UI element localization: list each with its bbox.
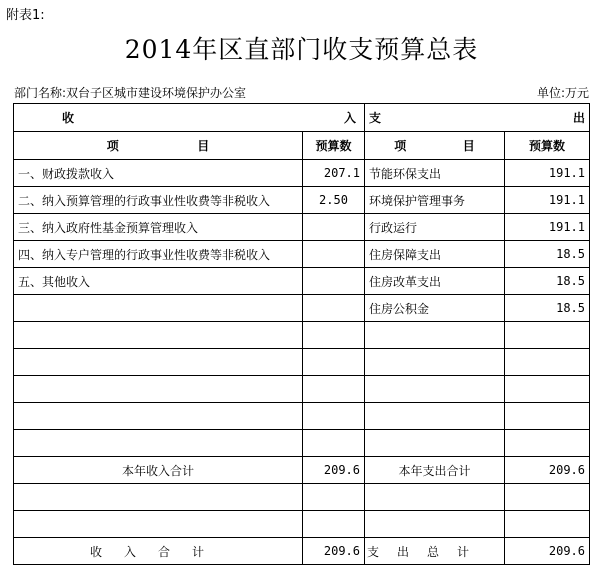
income-item: 三、纳入政府性基金预算管理收入 — [14, 214, 303, 241]
year-expense-total: 209.6 — [505, 457, 590, 484]
table-row — [14, 187, 590, 214]
expense-total-label — [365, 538, 505, 565]
income-amount — [303, 295, 365, 322]
col-item-char-2: 目 — [197, 139, 210, 153]
income-item: 二、纳入预算管理的行政事业性收费等非税收入 — [14, 187, 303, 214]
table-row — [14, 295, 590, 322]
empty-row — [14, 349, 590, 376]
column-header-row — [14, 132, 590, 160]
expense-item: 住房保障支出 — [365, 241, 505, 268]
table-section-header — [14, 104, 590, 132]
department-name: 部门名称:双台子区城市建设环境保护办公室 — [14, 86, 247, 100]
expense-item: 节能环保支出 — [365, 160, 505, 187]
income-amount-header: 预算数 — [303, 132, 365, 160]
expense-amount: 18.5 — [505, 268, 590, 295]
table-row — [14, 214, 590, 241]
income-section-header — [14, 104, 365, 132]
income-amount: 207.1 — [303, 160, 365, 187]
income-total-label-text: 收入合计 — [89, 544, 226, 559]
col-item-char-1: 项 — [394, 139, 407, 153]
income-header-char-1: 收 — [62, 111, 75, 125]
year-expense-total-label: 本年支出合计 — [365, 457, 505, 484]
expense-amount-header: 预算数 — [505, 132, 590, 160]
table-row — [14, 241, 590, 268]
income-item-header — [14, 132, 303, 160]
expense-item: 行政运行 — [365, 214, 505, 241]
income-amount: 2.50 — [303, 187, 365, 214]
income-item — [14, 295, 303, 322]
attachment-label: 附表1: — [6, 8, 45, 23]
expense-amount: 191.1 — [505, 214, 590, 241]
budget-table — [13, 103, 590, 565]
empty-row — [14, 376, 590, 403]
expense-header-char-2: 出 — [572, 111, 585, 125]
income-item: 五、其他收入 — [14, 268, 303, 295]
col-item-char-2: 目 — [462, 139, 475, 153]
income-total-label — [14, 538, 303, 565]
table-row — [14, 268, 590, 295]
expense-amount: 18.5 — [505, 295, 590, 322]
expense-total: 209.6 — [505, 538, 590, 565]
expense-amount: 191.1 — [505, 187, 590, 214]
expense-total-label-text: 支出总计 — [367, 544, 488, 559]
expense-amount: 191.1 — [505, 160, 590, 187]
page-title: 2014年区直部门收支预算总表 — [124, 35, 479, 64]
expense-header-char-1: 支 — [369, 111, 382, 125]
grand-total-row — [14, 538, 590, 565]
expense-section-header — [365, 104, 590, 132]
empty-row — [14, 430, 590, 457]
expense-item: 住房改革支出 — [365, 268, 505, 295]
year-income-total: 209.6 — [303, 457, 365, 484]
unit-label: 单位:万元 — [536, 86, 589, 100]
empty-row — [14, 484, 590, 511]
empty-row — [14, 403, 590, 430]
income-item: 四、纳入专户管理的行政事业性收费等非税收入 — [14, 241, 303, 268]
expense-item-header — [365, 132, 505, 160]
income-amount — [303, 241, 365, 268]
year-income-total-label: 本年收入合计 — [14, 457, 303, 484]
income-item: 一、财政拨款收入 — [14, 160, 303, 187]
empty-row — [14, 322, 590, 349]
income-header-char-2: 入 — [343, 111, 356, 125]
income-amount — [303, 214, 365, 241]
expense-item: 环境保护管理事务 — [365, 187, 505, 214]
empty-row — [14, 511, 590, 538]
table-row — [14, 160, 590, 187]
year-total-row — [14, 457, 590, 484]
expense-item: 住房公积金 — [365, 295, 505, 322]
col-item-char-1: 项 — [106, 139, 119, 153]
income-total: 209.6 — [303, 538, 365, 565]
expense-amount: 18.5 — [505, 241, 590, 268]
income-amount — [303, 268, 365, 295]
